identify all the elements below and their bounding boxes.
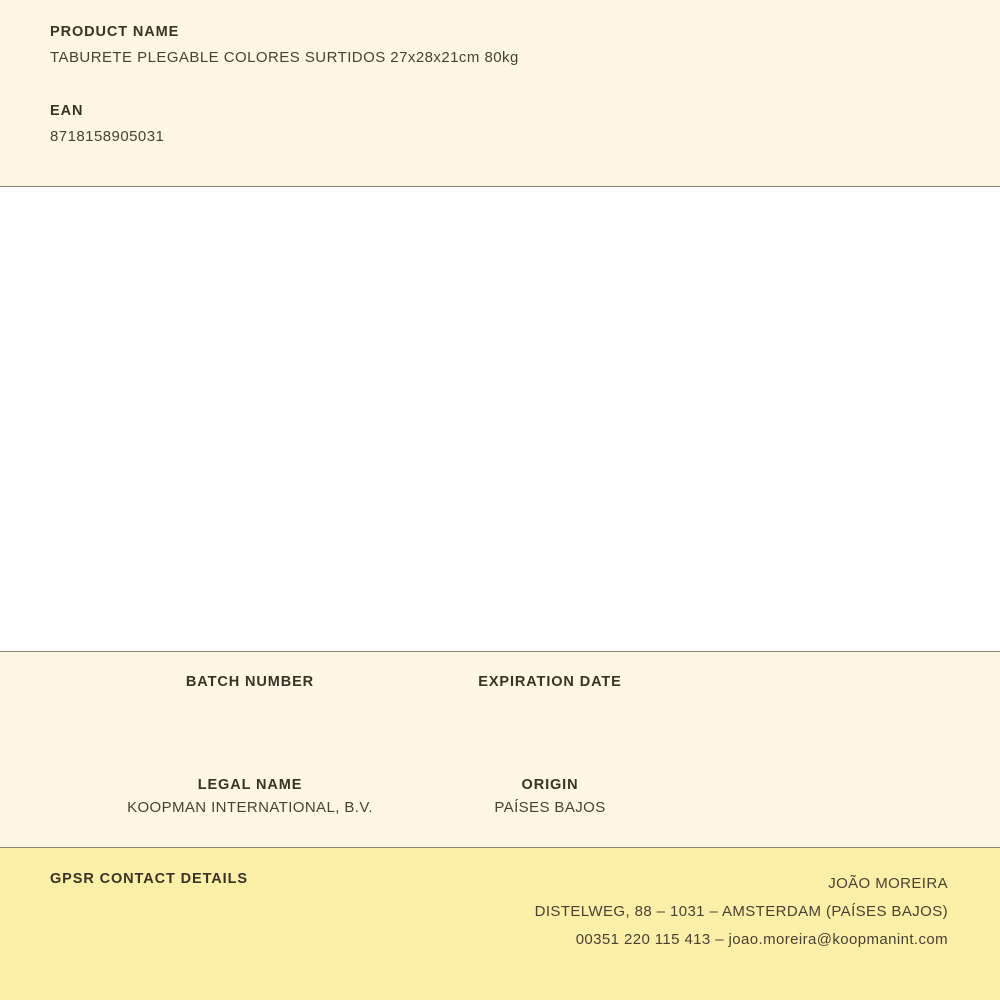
expiration-date-field — [400, 674, 700, 714]
gpsr-contact-address: DISTELWEG, 88 – 1031 – AMSTERDAM (PAÍSES BAJOS) — [534, 903, 948, 920]
info-spacer — [0, 674, 100, 714]
batch-number-label: BATCH NUMBER — [185, 674, 315, 690]
gpsr-contact-block — [535, 870, 948, 954]
info-spacer-2 — [0, 777, 100, 817]
info-row-batch-expiration — [0, 674, 1000, 714]
legal-name-label: LEGAL NAME — [197, 777, 303, 793]
ean-value: 8718158905031 — [50, 128, 165, 145]
legal-name-value: KOOPMAN INTERNATIONAL, B.V. — [127, 799, 373, 816]
gpsr-footer — [0, 848, 1000, 1000]
product-name-value: TABURETE PLEGABLE COLORES SURTIDOS 27x28x21cm 80kg — [50, 49, 519, 66]
gpsr-contact-details-label: GPSR CONTACT DETAILS — [50, 871, 248, 887]
ean-field — [50, 103, 950, 145]
ean-label: EAN — [50, 103, 84, 119]
product-image-area — [0, 187, 1000, 652]
expiration-date-label: EXPIRATION DATE — [478, 674, 622, 690]
batch-number-value — [100, 696, 400, 714]
origin-label: ORIGIN — [521, 777, 579, 793]
product-name-field — [50, 24, 950, 66]
origin-field — [400, 777, 700, 817]
info-row-legal-origin — [0, 777, 1000, 817]
product-name-label: PRODUCT NAME — [50, 24, 180, 40]
legal-name-field — [100, 777, 400, 817]
origin-value: PAÍSES BAJOS — [494, 799, 606, 816]
gpsr-contact-name: JOÃO MOREIRA — [828, 875, 948, 892]
gpsr-contact-phone-email: 00351 220 115 413 – joao.moreira@koopmanint.com — [575, 931, 948, 948]
expiration-date-value — [400, 696, 700, 714]
info-section — [0, 652, 1000, 848]
header-section — [0, 0, 1000, 187]
batch-number-field — [100, 674, 400, 714]
